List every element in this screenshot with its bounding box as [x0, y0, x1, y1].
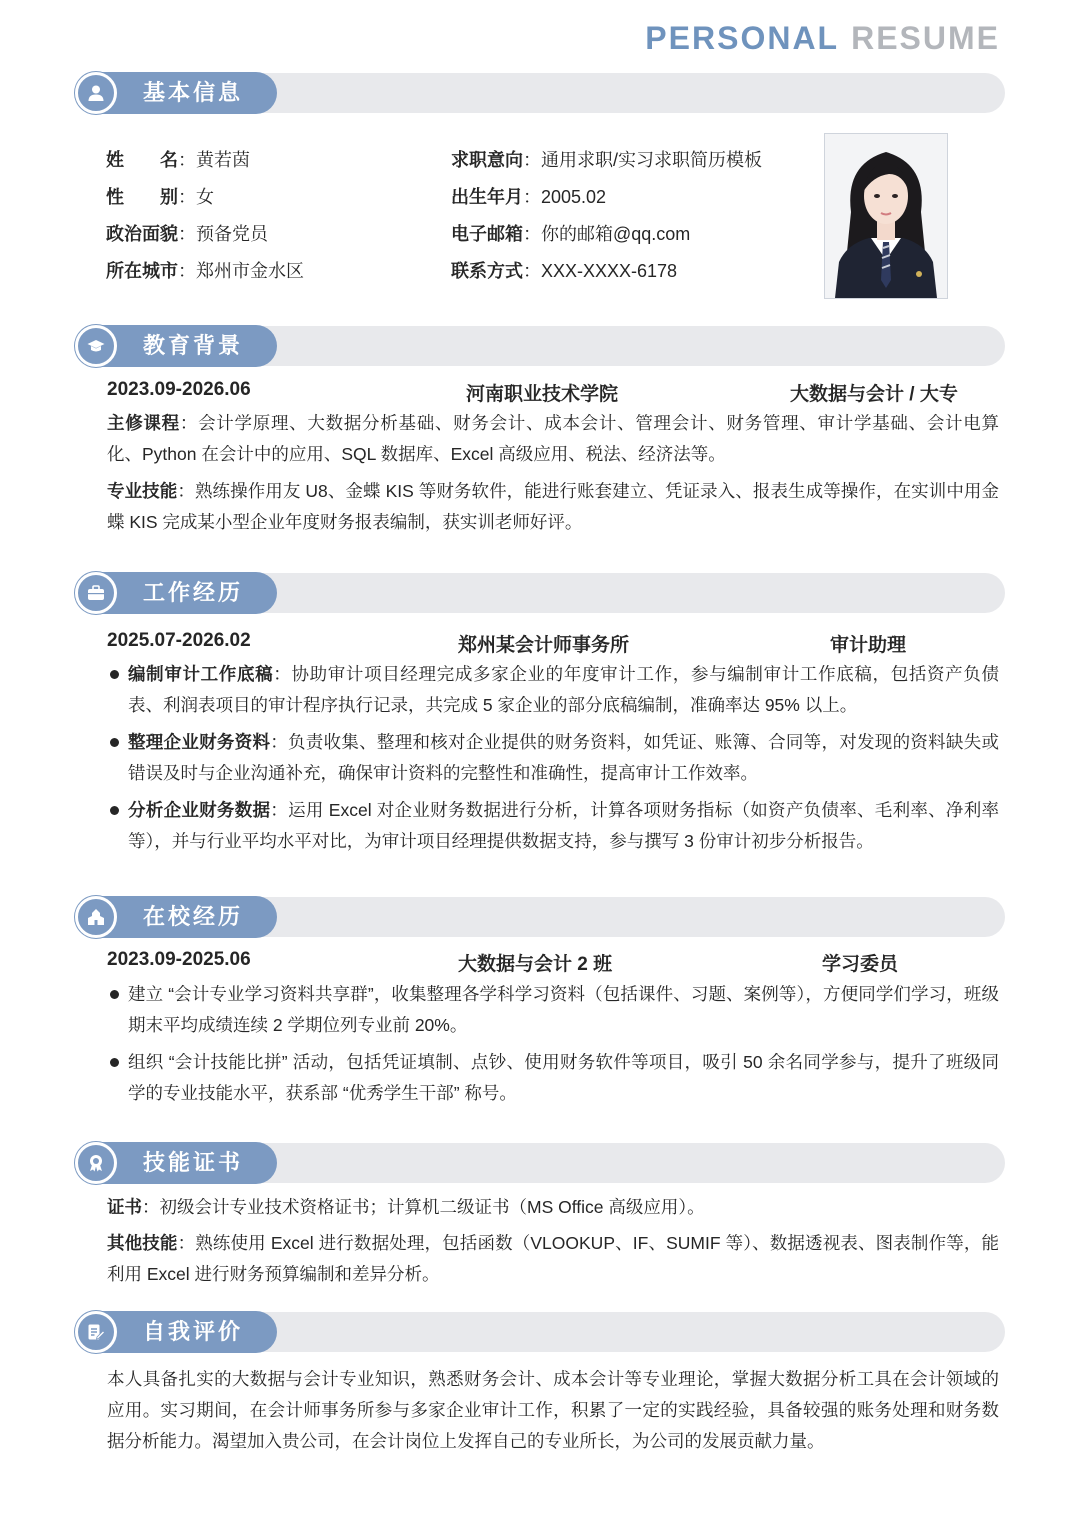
education-major: 大数据与会计 / 大专: [790, 384, 958, 405]
briefcase-icon: [75, 572, 117, 614]
campus-period: 2023.09-2025.06: [107, 949, 251, 970]
city-value: ：郑州市金水区: [178, 261, 304, 281]
email-label: 电子邮箱: [451, 224, 523, 244]
education-row: [107, 379, 999, 405]
work-item: 整理企业财务资料：负责收集、整理和核对企业提供的财务资料，如凭证、账簿、合同等，对发现的资料缺失或错误及时与企业沟通补充，确保审计资料的完整性和准确性，提高审计工作效率。: [107, 727, 999, 789]
work-row: [107, 630, 999, 656]
section-title: 基本信息: [143, 80, 244, 105]
education-period: 2023.09-2026.06: [107, 379, 251, 400]
education-courses: 主修课程：会计学原理、大数据分析基础、财务会计、成本会计、管理会计、财务管理、审计学基础、会计电算化、Python 在会计中的应用、SQL 数据库、Excel 高级应用、税法、经济法等。: [107, 413, 999, 464]
section-title: 自我评价: [143, 1319, 244, 1344]
name-value: ：黄若茵: [178, 150, 250, 170]
skills-other: 其他技能：熟练使用 Excel 进行数据处理，包括函数（VLOOKUP、IF、SUMIF 等）、数据透视表、图表制作等，能利用 Excel 进行财务预算编制和差异分析。: [107, 1233, 1000, 1284]
section-title: 技能证书: [143, 1150, 244, 1175]
gender-label: 性别: [106, 187, 178, 207]
header-word-personal: PERSONAL: [645, 20, 840, 56]
work-item: 分析企业财务数据：运用 Excel 对企业财务数据进行分析，计算各项财务指标（如资产负债率、毛利率、净利率等），并与行业平均水平对比，为审计项目经理提供数据支持，参与撰写 3 份审计初步分析报告。: [107, 795, 999, 857]
city-label: 所在城市: [106, 261, 178, 281]
section-title: 工作经历: [143, 580, 244, 605]
work-period: 2025.07-2026.02: [107, 630, 251, 651]
intent-label: 求职意向: [451, 150, 523, 170]
award-icon: [75, 1142, 117, 1184]
phone-value: ：XXX-XXXX-6178: [523, 261, 678, 281]
birth-value: ：2005.02: [523, 187, 607, 207]
email-value: ：你的邮箱@qq.com: [523, 224, 691, 244]
campus-row: [107, 949, 999, 975]
section-header-basic-info: [75, 72, 1007, 114]
work-item: 编制审计工作底稿：协助审计项目经理完成多家企业的年度审计工作，参与编制审计工作底稿，包括资产负债表、利润表项目的审计程序执行记录，共完成 5 家企业的部分底稿编制，准确率达 95% 以上。: [107, 659, 999, 721]
campus-item: 组织 “会计技能比拼” 活动，包括凭证填制、点钞、使用财务软件等项目，吸引 50 余名同学参与，提升了班级同学的专业技能水平，获系部 “优秀学生干部” 称号。: [107, 1047, 999, 1109]
name-label: 姓名: [106, 150, 178, 170]
politics-value: ：预备党员: [178, 224, 268, 244]
birth-label: 出生年月: [451, 187, 523, 207]
self-evaluation-text: 本人具备扎实的大数据与会计专业知识，熟悉财务会计、成本会计等专业理论，掌握大数据分析工具在会计领域的应用。实习期间，在会计师事务所参与多家企业审计工作，积累了一定的实践经验，具备较强的账务处理和财务数据分析能力。渴望加入贵公司，在会计岗位上发挥自己的专业所长，为公司的发展贡献力量。: [107, 1369, 999, 1451]
campus-role: 学习委员: [822, 954, 899, 975]
politics-label: 政治面貌: [106, 224, 178, 244]
school-building-icon: [75, 896, 117, 938]
section-header-skills: [75, 1142, 1007, 1184]
section-header-education: [75, 325, 1007, 367]
section-title: 在校经历: [143, 904, 244, 929]
section-header-work: [75, 572, 1007, 614]
edit-document-icon: [75, 1311, 117, 1353]
campus-item: 建立 “会计专业学习资料共享群”，收集整理各学科学习资料（包括课件、习题、案例等），方便同学们学习，班级期末平均成绩连续 2 学期位列专业前 20%。: [107, 979, 999, 1041]
education-school: 河南职业技术学院: [466, 384, 619, 405]
section-title: 教育背景: [143, 333, 244, 358]
section-header-campus: [75, 896, 1007, 938]
campus-class: 大数据与会计 2 班: [458, 954, 613, 975]
intent-value: ：通用求职/实习求职简历模板: [523, 150, 762, 170]
profile-photo: [824, 133, 948, 299]
skills-certificates: 证书：初级会计专业技术资格证书；计算机二级证书（MS Office 高级应用）。: [107, 1197, 705, 1217]
phone-label: 联系方式: [451, 261, 523, 281]
gender-value: ：女: [178, 187, 214, 207]
graduation-cap-icon: [75, 325, 117, 367]
work-role: 审计助理: [830, 635, 907, 656]
work-company: 郑州某会计师事务所: [458, 635, 630, 656]
resume-header-title: [645, 20, 1000, 57]
user-icon: [75, 72, 117, 114]
section-header-self-eval: [75, 1311, 1007, 1353]
header-word-resume: RESUME: [851, 20, 1000, 56]
education-skills: 专业技能：熟练操作用友 U8、金蝶 KIS 等财务软件，能进行账套建立、凭证录入、报表生成等操作，在实训中用金蝶 KIS 完成某小型企业年度财务报表编制，获实训老师好评。: [107, 481, 1000, 532]
